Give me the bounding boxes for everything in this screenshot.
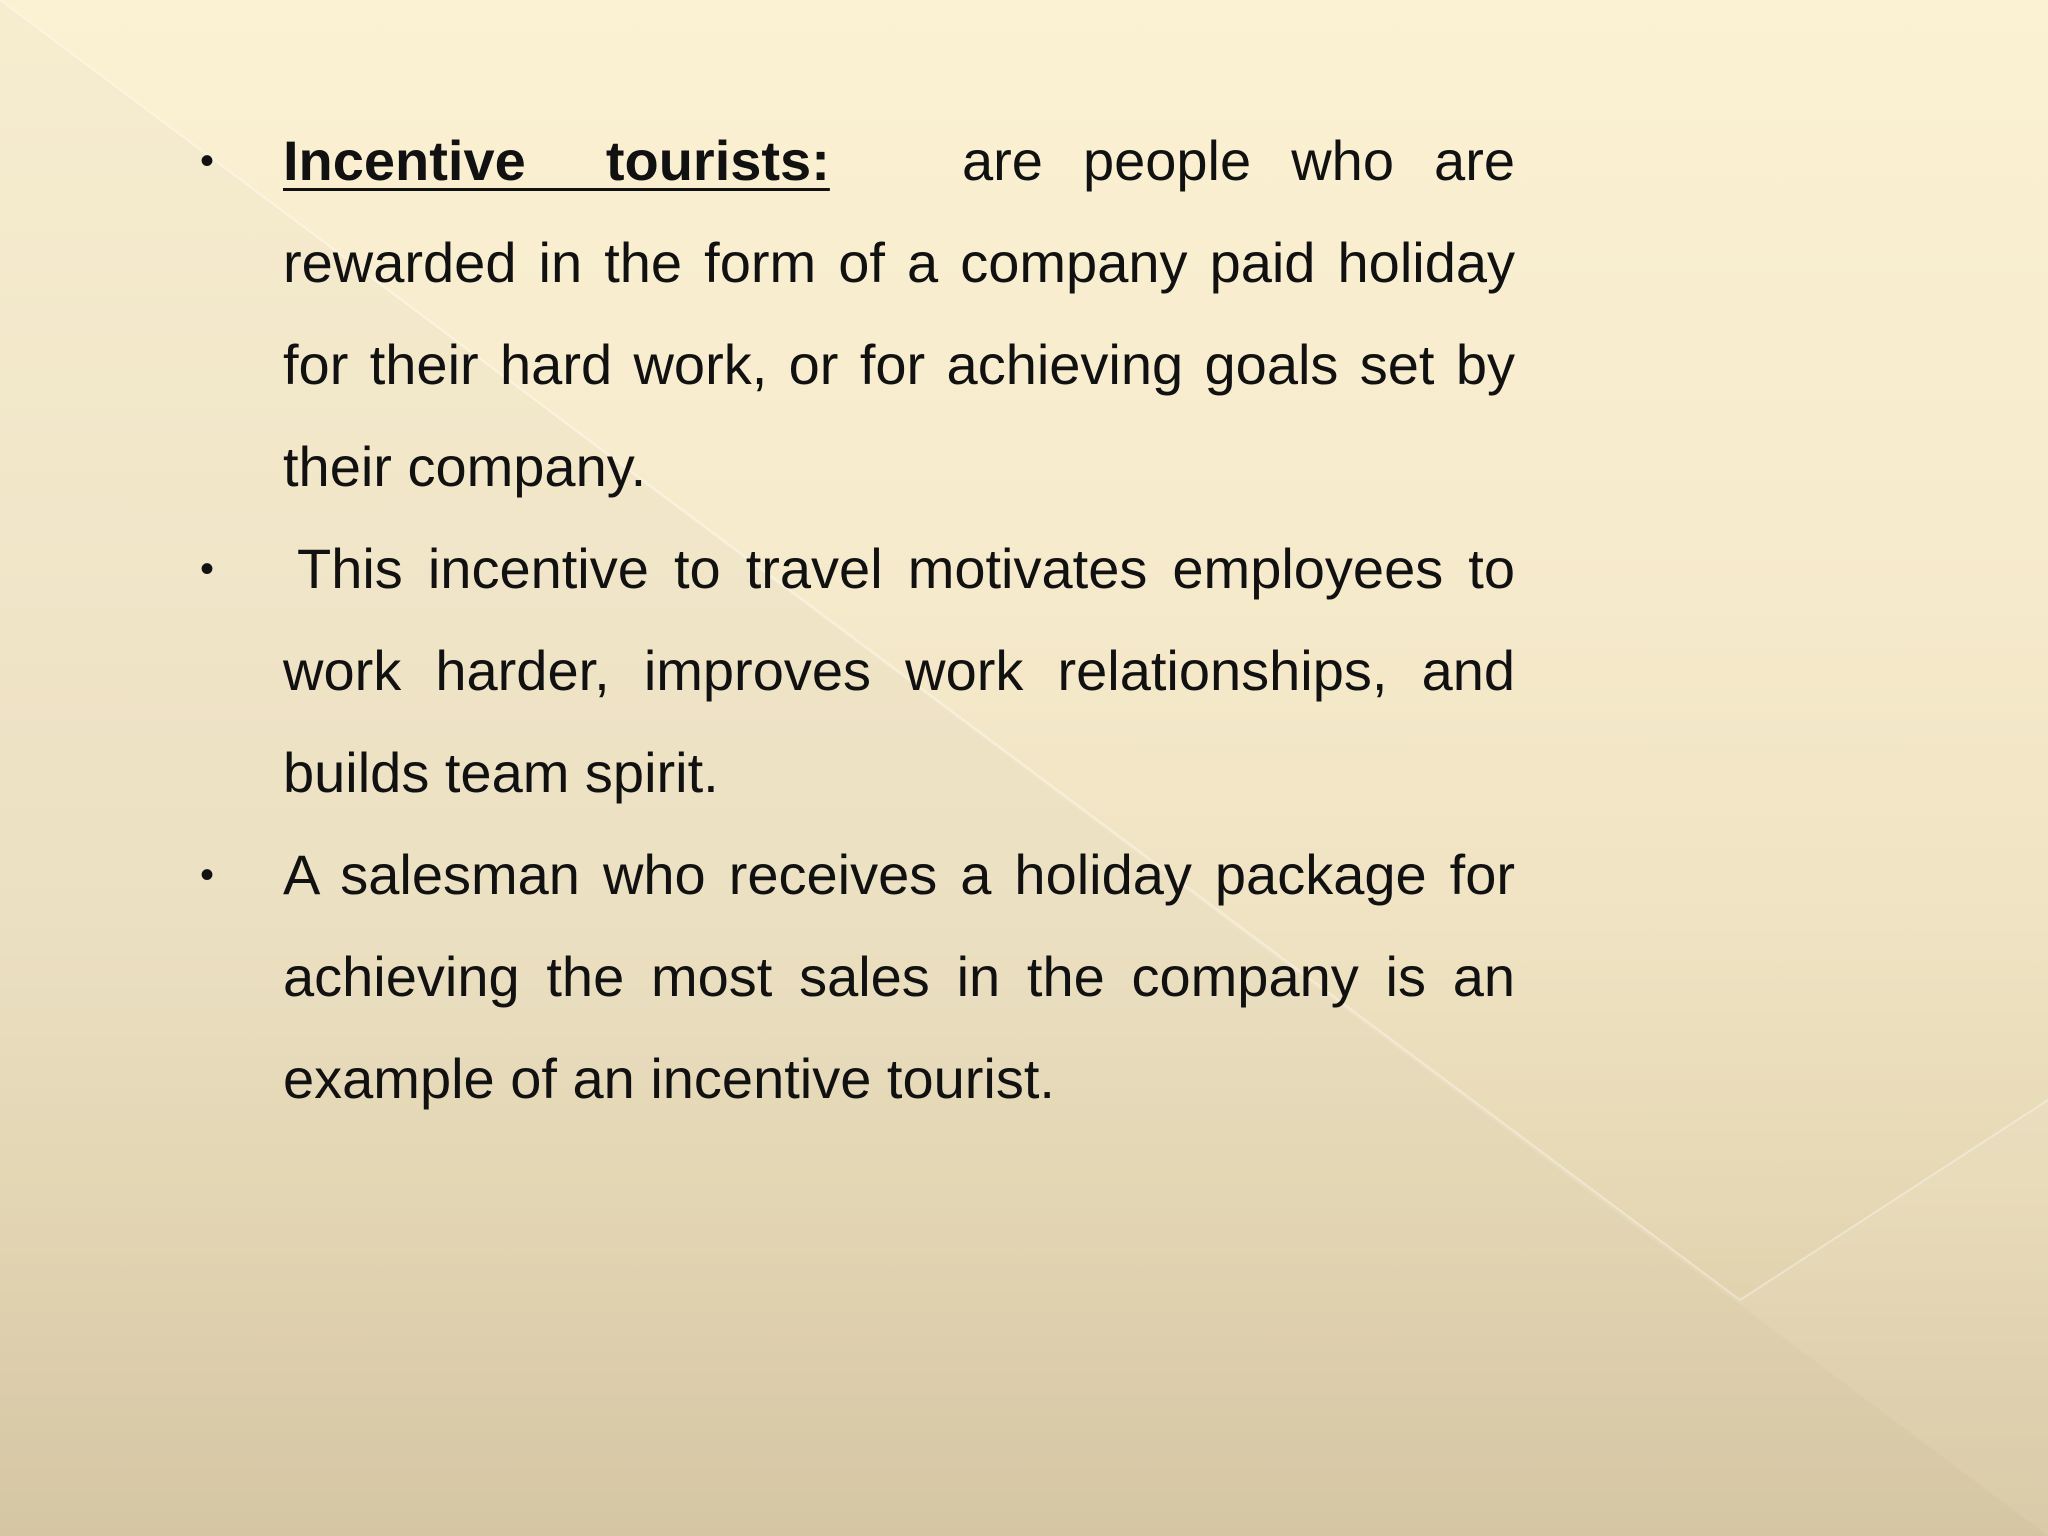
- bullet-text: A salesman who receives a holiday package for achieving the most sales in the company is an example of an incentive tourist.: [283, 843, 1515, 1110]
- bullet-text: are people who are rewarded in the form of a company paid holiday for their hard work, or for achieving goals set by their company.: [283, 129, 1515, 498]
- term-incentive-tourists: Incentive tourists:: [283, 129, 830, 192]
- bullet-icon: •: [200, 547, 215, 591]
- bullet-item-motivation: [200, 518, 1515, 824]
- bullet-text: This incentive to travel motivates employees to work harder, improves work relationships, and builds team spirit.: [283, 537, 1515, 804]
- bullet-item-salesman-example: [200, 824, 1515, 1130]
- bullet-item-incentive-tourists: [200, 110, 1515, 518]
- bullet-icon: •: [200, 853, 215, 897]
- bullet-icon: •: [200, 139, 215, 183]
- slide-content: [200, 110, 1515, 1130]
